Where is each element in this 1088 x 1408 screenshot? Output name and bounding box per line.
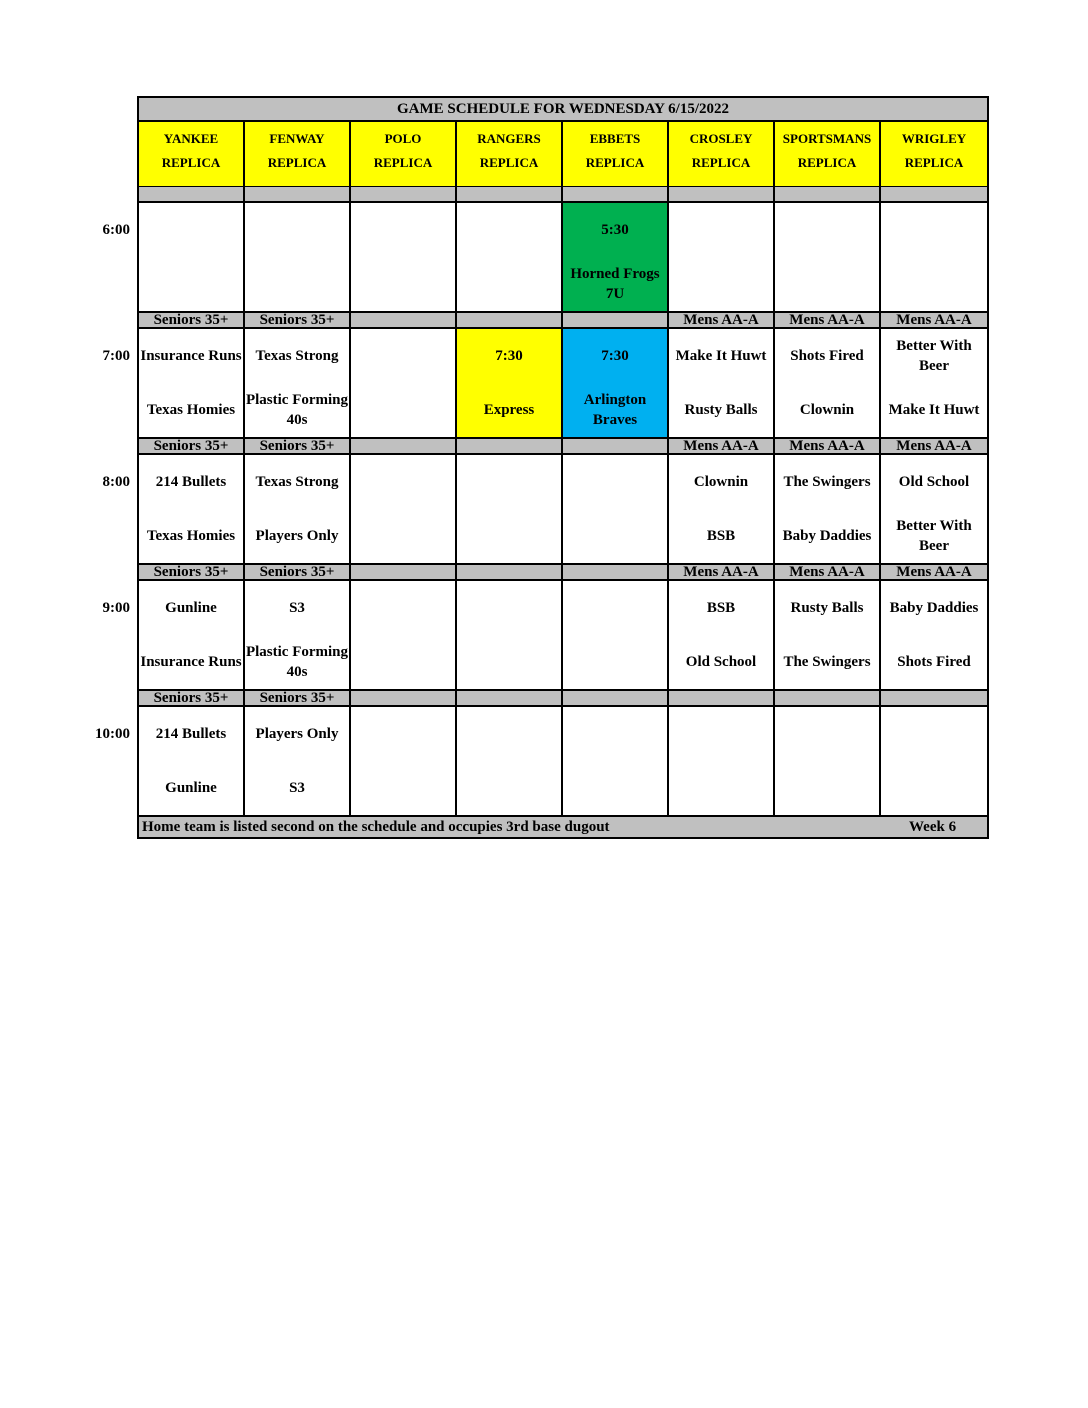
team-away: Better With Beer <box>896 338 972 374</box>
division-label: Seniors 35+ <box>139 691 245 705</box>
division-label <box>775 691 881 705</box>
team-home: Better With Beer <box>896 518 972 554</box>
time-slot-row <box>139 455 987 565</box>
division-label: Seniors 35+ <box>139 565 245 579</box>
game-cell-yankee <box>139 455 245 563</box>
team-home <box>881 761 987 815</box>
team-home <box>563 761 667 815</box>
team-home: Texas Homies <box>146 528 236 544</box>
team-home <box>775 761 879 815</box>
team-home <box>669 761 773 815</box>
game-cell-sportsmans <box>775 203 881 311</box>
footer-note: Home team is listed second on the schedule and occupies 3rd base dugout <box>142 819 610 835</box>
time-slot-row <box>139 329 987 439</box>
team-home: Express <box>483 402 535 418</box>
team-home: Players Only <box>255 528 339 544</box>
division-label <box>563 691 669 705</box>
game-cell-ebbets <box>563 707 669 815</box>
field-header-polo <box>351 122 457 186</box>
division-label: Mens AA-A <box>669 313 775 327</box>
team-away: Rusty Balls <box>790 600 864 616</box>
team-away: 7:30 <box>495 348 523 364</box>
team-away <box>881 707 987 761</box>
field-name: RANGERS <box>477 131 541 146</box>
division-label: Mens AA-A <box>775 565 881 579</box>
team-home <box>351 635 455 689</box>
division-label: Mens AA-A <box>669 439 775 453</box>
game-cell-polo <box>351 707 457 815</box>
division-label: Seniors 35+ <box>139 439 245 453</box>
team-home <box>775 257 879 311</box>
game-cell-fenway <box>245 707 351 815</box>
time-slot-row <box>139 581 987 691</box>
header-spacer-strip <box>139 187 987 203</box>
division-label: Mens AA-A <box>775 439 881 453</box>
team-away <box>457 707 561 761</box>
team-away: 214 Bullets <box>155 726 227 742</box>
field-header-yankee <box>139 122 245 186</box>
team-away: S3 <box>289 600 305 616</box>
team-away: Insurance Runs <box>140 348 242 364</box>
team-home: The Swingers <box>783 654 871 670</box>
game-cell-ebbets <box>563 455 669 563</box>
field-name: SPORTSMANS <box>782 131 872 146</box>
field-name: YANKEE <box>163 131 219 146</box>
field-name: FENWAY <box>269 131 325 146</box>
division-label <box>457 691 563 705</box>
team-home <box>245 257 349 311</box>
time-label: 7:00 <box>102 348 130 364</box>
game-cell-wrigley <box>881 581 987 689</box>
team-home: Old School <box>685 654 757 670</box>
game-cell-rangers <box>457 203 563 311</box>
game-cell-crosley <box>669 707 775 815</box>
team-home <box>563 635 667 689</box>
spacer-cell <box>139 187 245 201</box>
team-away: Clownin <box>693 474 749 490</box>
team-away: Gunline <box>165 600 217 616</box>
game-cell-rangers <box>457 455 563 563</box>
team-home: S3 <box>289 780 305 796</box>
game-cell-fenway <box>245 455 351 563</box>
team-away <box>457 455 561 509</box>
team-home: Gunline <box>165 780 217 796</box>
division-label <box>669 691 775 705</box>
division-label <box>351 565 457 579</box>
team-away: Shots Fired <box>790 348 864 364</box>
team-away <box>457 581 561 635</box>
team-home: Rusty Balls <box>684 402 758 418</box>
game-cell-sportsmans <box>775 329 881 437</box>
game-cell-crosley <box>669 581 775 689</box>
game-cell-crosley <box>669 455 775 563</box>
team-home: BSB <box>706 528 736 544</box>
game-cell-fenway <box>245 203 351 311</box>
team-home <box>457 635 561 689</box>
division-label <box>351 439 457 453</box>
field-name: CROSLEY <box>689 131 753 146</box>
team-away: 7:30 <box>601 348 629 364</box>
team-home: Plastic Forming 40s <box>245 392 349 428</box>
spacer-cell <box>775 187 881 201</box>
division-label: Mens AA-A <box>896 565 972 579</box>
field-subtitle: REPLICA <box>479 155 539 170</box>
spacer-cell <box>881 187 987 201</box>
game-cell-rangers <box>457 581 563 689</box>
team-away: 5:30 <box>601 222 629 238</box>
game-cell-sportsmans <box>775 455 881 563</box>
game-cell-crosley <box>669 329 775 437</box>
division-label: Mens AA-A <box>669 565 775 579</box>
division-label <box>351 313 457 327</box>
field-header-fenway <box>245 122 351 186</box>
division-row <box>139 313 987 329</box>
field-subtitle: REPLICA <box>691 155 751 170</box>
team-away <box>775 707 879 761</box>
team-home: Clownin <box>799 402 855 418</box>
team-away <box>351 581 455 635</box>
division-label <box>563 439 669 453</box>
field-header-wrigley <box>881 122 987 186</box>
game-cell-wrigley <box>881 203 987 311</box>
time-label: 9:00 <box>102 600 130 616</box>
division-row <box>139 565 987 581</box>
field-name: POLO <box>384 131 422 146</box>
division-label <box>457 313 563 327</box>
team-away <box>351 455 455 509</box>
team-home <box>351 509 455 563</box>
team-away <box>351 329 455 383</box>
team-away <box>563 581 667 635</box>
team-home <box>351 761 455 815</box>
field-header-rangers <box>457 122 563 186</box>
team-home: Horned Frogs 7U <box>570 266 660 302</box>
team-away <box>775 203 879 257</box>
game-cell-yankee <box>139 203 245 311</box>
game-cell-wrigley <box>881 329 987 437</box>
division-label <box>351 691 457 705</box>
division-label: Seniors 35+ <box>139 313 245 327</box>
team-away: Baby Daddies <box>889 600 979 616</box>
field-subtitle: REPLICA <box>373 155 433 170</box>
spacer-cell <box>669 187 775 201</box>
time-label: 8:00 <box>102 474 130 490</box>
game-cell-yankee <box>139 707 245 815</box>
team-away <box>351 707 455 761</box>
division-label <box>563 313 669 327</box>
time-label: 6:00 <box>102 222 130 238</box>
spacer-cell <box>563 187 669 201</box>
field-header-ebbets <box>563 122 669 186</box>
game-cell-crosley <box>669 203 775 311</box>
division-row <box>139 439 987 455</box>
team-home: Shots Fired <box>897 654 971 670</box>
team-away <box>881 203 987 257</box>
team-away: BSB <box>706 600 736 616</box>
team-away <box>669 707 773 761</box>
division-label: Mens AA-A <box>896 313 972 327</box>
team-away <box>457 203 561 257</box>
team-away <box>563 455 667 509</box>
game-cell-wrigley <box>881 707 987 815</box>
game-cell-sportsmans <box>775 707 881 815</box>
team-home: Plastic Forming 40s <box>245 644 349 680</box>
team-away: The Swingers <box>783 474 871 490</box>
division-label: Seniors 35+ <box>245 565 351 579</box>
game-cell-rangers <box>457 329 563 437</box>
field-name: WRIGLEY <box>901 131 967 146</box>
footer-week: Week 6 <box>909 819 957 835</box>
team-away <box>351 203 455 257</box>
game-cell-fenway <box>245 329 351 437</box>
team-home: Insurance Runs <box>140 654 242 670</box>
team-home <box>457 761 561 815</box>
game-cell-rangers <box>457 707 563 815</box>
game-cell-fenway <box>245 581 351 689</box>
team-away <box>669 203 773 257</box>
division-label: Seniors 35+ <box>245 439 351 453</box>
spacer-cell <box>351 187 457 201</box>
team-home: Arlington Braves <box>583 392 647 428</box>
field-header-crosley <box>669 122 775 186</box>
field-subtitle: REPLICA <box>797 155 857 170</box>
time-slots <box>139 203 987 817</box>
game-cell-ebbets <box>563 329 669 437</box>
game-cell-polo <box>351 203 457 311</box>
team-away: Texas Strong <box>255 474 339 490</box>
spacer-cell <box>245 187 351 201</box>
schedule-footer <box>139 817 987 837</box>
team-home: Texas Homies <box>146 402 236 418</box>
team-home <box>351 383 455 437</box>
game-cell-yankee <box>139 329 245 437</box>
team-away: Make It Huwt <box>675 348 767 364</box>
division-row <box>139 691 987 707</box>
game-cell-polo <box>351 581 457 689</box>
division-label: Mens AA-A <box>775 313 881 327</box>
team-home: Baby Daddies <box>782 528 872 544</box>
team-away: Old School <box>898 474 970 490</box>
team-away: Players Only <box>255 726 339 742</box>
game-cell-wrigley <box>881 455 987 563</box>
division-label: Mens AA-A <box>896 439 972 453</box>
field-subtitle: REPLICA <box>585 155 645 170</box>
game-cell-ebbets <box>563 581 669 689</box>
team-home <box>139 257 243 311</box>
team-home: Make It Huwt <box>888 402 980 418</box>
game-cell-ebbets <box>563 203 669 311</box>
field-subtitle: REPLICA <box>904 155 964 170</box>
division-label <box>881 691 987 705</box>
team-away <box>563 707 667 761</box>
field-subtitle: REPLICA <box>161 155 221 170</box>
division-label: Seniors 35+ <box>245 313 351 327</box>
team-away <box>139 203 243 257</box>
field-header-row <box>139 122 987 187</box>
team-home <box>457 257 561 311</box>
time-slot-row <box>139 203 987 313</box>
team-home <box>563 509 667 563</box>
team-home <box>881 257 987 311</box>
game-cell-yankee <box>139 581 245 689</box>
field-name: EBBETS <box>589 131 641 146</box>
field-header-sportsmans <box>775 122 881 186</box>
division-label: Seniors 35+ <box>245 691 351 705</box>
team-away: Texas Strong <box>255 348 339 364</box>
division-label <box>457 439 563 453</box>
team-away <box>245 203 349 257</box>
schedule-title: GAME SCHEDULE FOR WEDNESDAY 6/15/2022 <box>139 98 987 122</box>
time-slot-row <box>139 707 987 817</box>
game-cell-polo <box>351 455 457 563</box>
game-cell-sportsmans <box>775 581 881 689</box>
division-label <box>563 565 669 579</box>
schedule-table <box>137 96 989 839</box>
time-label: 10:00 <box>95 726 130 742</box>
team-away: 214 Bullets <box>155 474 227 490</box>
team-home <box>669 257 773 311</box>
team-home <box>457 509 561 563</box>
team-home <box>351 257 455 311</box>
division-label <box>457 565 563 579</box>
spacer-cell <box>457 187 563 201</box>
game-cell-polo <box>351 329 457 437</box>
field-subtitle: REPLICA <box>267 155 327 170</box>
